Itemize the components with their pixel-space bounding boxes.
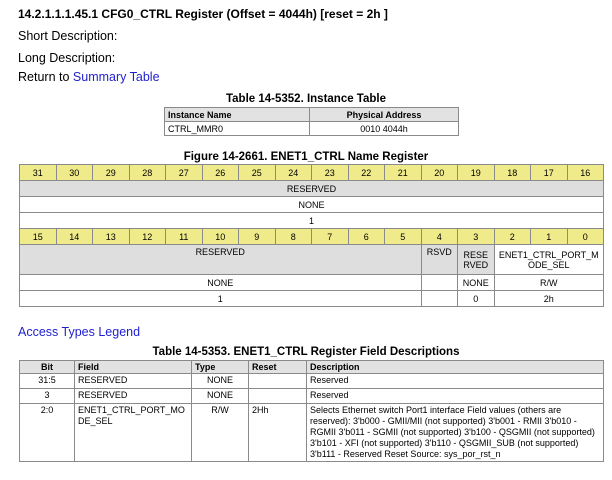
- bit-number: 15: [20, 229, 57, 245]
- table-row: [20, 404, 604, 462]
- rsvd-type: [421, 275, 458, 291]
- return-prefix: Return to: [18, 70, 70, 84]
- port-mode-type: R/W: [494, 275, 604, 291]
- description-cell: Reserved: [307, 389, 604, 404]
- reset-cell: 2Hh: [249, 404, 307, 462]
- bit-number: 7: [312, 229, 349, 245]
- bit-number: 20: [421, 165, 458, 181]
- bit-number: 26: [202, 165, 239, 181]
- bit-number: 1: [531, 229, 568, 245]
- bit-number: 18: [494, 165, 531, 181]
- bit-number: 3: [458, 229, 495, 245]
- col-instance-name: Instance Name: [165, 108, 310, 122]
- rsvd-reset: [421, 291, 458, 307]
- bit-number: 27: [166, 165, 203, 181]
- instance-table-header: [165, 108, 459, 122]
- bit-number: 25: [239, 165, 276, 181]
- col-type: Type: [192, 361, 249, 374]
- short-description-label: Short Description:: [18, 29, 118, 43]
- reset-cell: [249, 389, 307, 404]
- bit-number: 0: [567, 229, 604, 245]
- type-cell: R/W: [192, 404, 249, 462]
- field-descriptions-table: [19, 360, 604, 462]
- bit-number: 28: [129, 165, 166, 181]
- upper-field-reset: 1: [20, 213, 604, 229]
- bit-number: 9: [239, 229, 276, 245]
- bit-number: 10: [202, 229, 239, 245]
- instance-table: [164, 107, 459, 136]
- bit-number: 22: [348, 165, 385, 181]
- col-field: Field: [75, 361, 192, 374]
- field-table-caption: Table 14-5353. ENET1_CTRL Register Field Descriptions: [152, 346, 460, 358]
- bit-cell: 3: [20, 389, 75, 404]
- bit-number: 14: [56, 229, 93, 245]
- description-cell: Selects Ethernet switch Port1 interface Field values (others are reserved): 3'b000 - GMII/MII (not supported) 3'b001 - RMII 3'b010 - RGMII 3'b011 - SGMII (not supported) 3'b100 - QSGMII (not supported) 3'b101 - XFI (not supported) 3'b110 - QSGMII_SUB (not supported) 3'b111 - Reserved Reset Source: sys_por_rst_n: [307, 404, 604, 462]
- bit-number: 30: [56, 165, 93, 181]
- bit-number: 31: [20, 165, 57, 181]
- lower-reserved-name: RESERVED: [20, 245, 422, 275]
- register-map: [19, 164, 604, 307]
- field-table-header: [20, 361, 604, 374]
- bit-number: 6: [348, 229, 385, 245]
- col-bit: Bit: [20, 361, 75, 374]
- reset-cell: [249, 374, 307, 389]
- description-cell: Reserved: [307, 374, 604, 389]
- col-description: Description: [307, 361, 604, 374]
- instance-name-cell: CTRL_MMR0: [165, 122, 310, 136]
- bit-number: 12: [129, 229, 166, 245]
- table-row: [165, 122, 459, 136]
- lower-reserved-type: NONE: [20, 275, 422, 291]
- bit-number: 23: [312, 165, 349, 181]
- field-cell: RESERVED: [75, 374, 192, 389]
- upper-field-type: NONE: [20, 197, 604, 213]
- access-types-legend-link[interactable]: Access Types Legend: [18, 325, 141, 339]
- bit-number: 8: [275, 229, 312, 245]
- bit-number: 29: [93, 165, 130, 181]
- summary-table-link[interactable]: Summary Table: [72, 70, 160, 84]
- field-cell: RESERVED: [75, 389, 192, 404]
- lower-bit-row: [20, 229, 604, 245]
- bit-cell: 31:5: [20, 374, 75, 389]
- bit-number: 16: [567, 165, 604, 181]
- page-title: 14.2.1.1.1.45.1 CFG0_CTRL Register (Offset = 4044h) [reset = 2h ]: [18, 7, 388, 21]
- upper-bit-row: [20, 165, 604, 181]
- bit-number: 24: [275, 165, 312, 181]
- bit-number: 19: [458, 165, 495, 181]
- col-reset: Reset: [249, 361, 307, 374]
- bit-number: 17: [531, 165, 568, 181]
- bit-number: 21: [385, 165, 422, 181]
- rsvd-field-name: RSVD: [421, 245, 458, 275]
- col-physical-address: Physical Address: [310, 108, 459, 122]
- bit-number: 13: [93, 229, 130, 245]
- bit-number: 5: [385, 229, 422, 245]
- bit-number: 2: [494, 229, 531, 245]
- bit-number: 4: [421, 229, 458, 245]
- bit-cell: 2:0: [20, 404, 75, 462]
- upper-field-name: RESERVED: [20, 181, 604, 197]
- return-line: [18, 70, 160, 84]
- table-row: [20, 389, 604, 404]
- long-description-label: Long Description:: [18, 51, 116, 65]
- instance-table-caption: Table 14-5352. Instance Table: [225, 93, 386, 105]
- type-cell: NONE: [192, 374, 249, 389]
- port-mode-field-name: ENET1_CTRL_PORT_M ODE_SEL: [494, 245, 604, 275]
- table-row: [20, 374, 604, 389]
- type-cell: NONE: [192, 389, 249, 404]
- bit3-reset: 0: [458, 291, 495, 307]
- register-figure-caption: Figure 14-2661. ENET1_CTRL Name Register: [183, 151, 429, 163]
- lower-reserved-reset: 1: [20, 291, 422, 307]
- field-cell: ENET1_CTRL_PORT_MO DE_SEL: [75, 404, 192, 462]
- bit3-type: NONE: [458, 275, 495, 291]
- port-mode-reset: 2h: [494, 291, 604, 307]
- bit3-field-name: RESE RVED: [458, 245, 495, 275]
- bit-number: 11: [166, 229, 203, 245]
- physical-address-cell: 0010 4044h: [310, 122, 459, 136]
